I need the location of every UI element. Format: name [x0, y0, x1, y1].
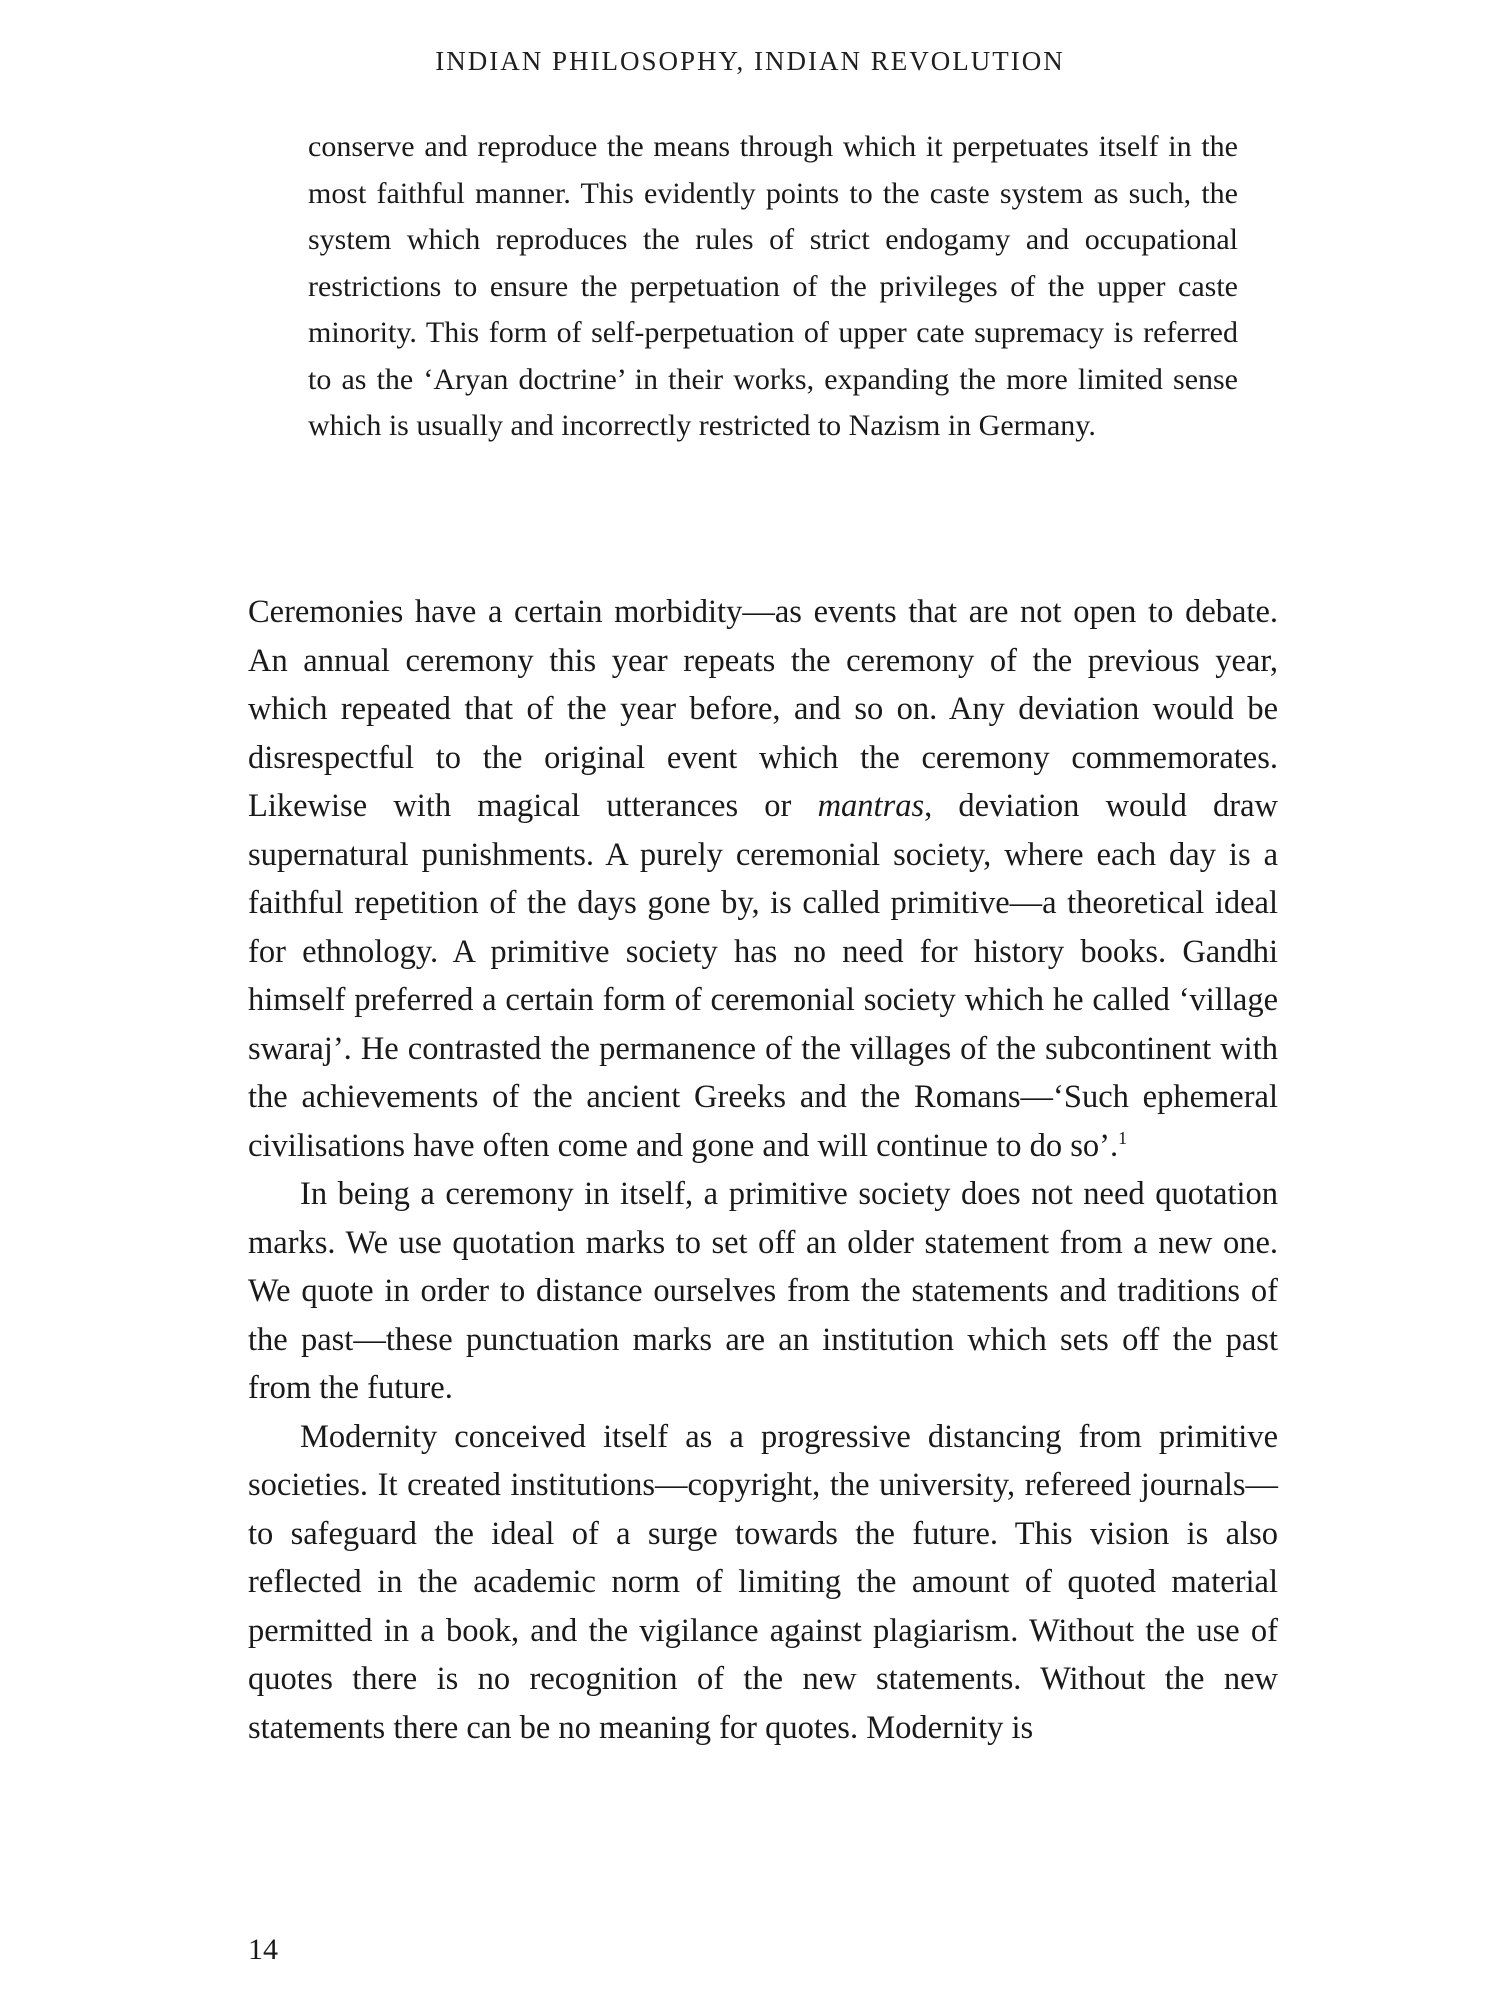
page-number: 14 [248, 1933, 278, 1966]
paragraph-ceremonies-text-1: Ceremonies have a certain morbidity—as events that are not open to debate. An annual ceremony this year repeats the ceremony of the previous year, which repeated that of the year before, and so on. Any deviation would be disrespectful to the original event which the ceremony commemorates. Likewise with magical utterances or [248, 594, 1278, 824]
body-text [248, 588, 1278, 1752]
paragraph-ceremonies-text-2: , deviation would draw supernatural punishments. A purely ceremonial society, where each day is a faithful repetition of the days gone by, is called primitive—a theoretical ideal for ethnology. A primitive society has no need for history books. Gandhi himself preferred a certain form of ceremonial society which he called ‘village swaraj’. He contrasted the permanence of the villages of the subcontinent with the achievements of the ancient Greeks and the Romans—‘Such ephemeral civilisations have often come and gone and will continue to do so’. [248, 788, 1278, 1164]
footnote-reference[interactable]: 1 [1118, 1127, 1128, 1148]
paragraph-ceremonies [248, 588, 1278, 1170]
running-header: INDIAN PHILOSOPHY, INDIAN REVOLUTION [435, 46, 1065, 76]
emphasis-mantras: mantras [817, 788, 925, 824]
block-quote: conserve and reproduce the means through which it perpetuates itself in the most faithful manner. This evidently points to the caste system as such, the system which reproduces the rules of strict endogamy and occupational restrictions to ensure the perpetuation of the privileges of the upper caste minority. This form of self-perpetuation of upper cate supremacy is referred to as the ‘Aryan doctrine’ in their works, expanding the more limited sense which is usually and incorrectly restricted to Nazism in Germany. [308, 130, 1238, 442]
paragraph-primitive-society: In being a ceremony in itself, a primitive society does not need quotation marks. We use quotation marks to set off an older statement from a new one. We quote in order to distance ourselves from the statements and traditions of the past—these punctuation marks are an institution which sets off the past from the future. [248, 1176, 1278, 1406]
paragraph-modernity: Modernity conceived itself as a progressive distancing from primitive societies. It created institutions—copyright, the university, refereed journals—to safeguard the ideal of a surge towards the future. This vision is also reflected in the academic norm of limiting the amount of quoted material permitted in a book, and the vigilance against plagiarism. Without the use of quotes there is no recognition of the new statements. Without the new statements there can be no meaning for quotes. Modernity is [248, 1418, 1278, 1746]
